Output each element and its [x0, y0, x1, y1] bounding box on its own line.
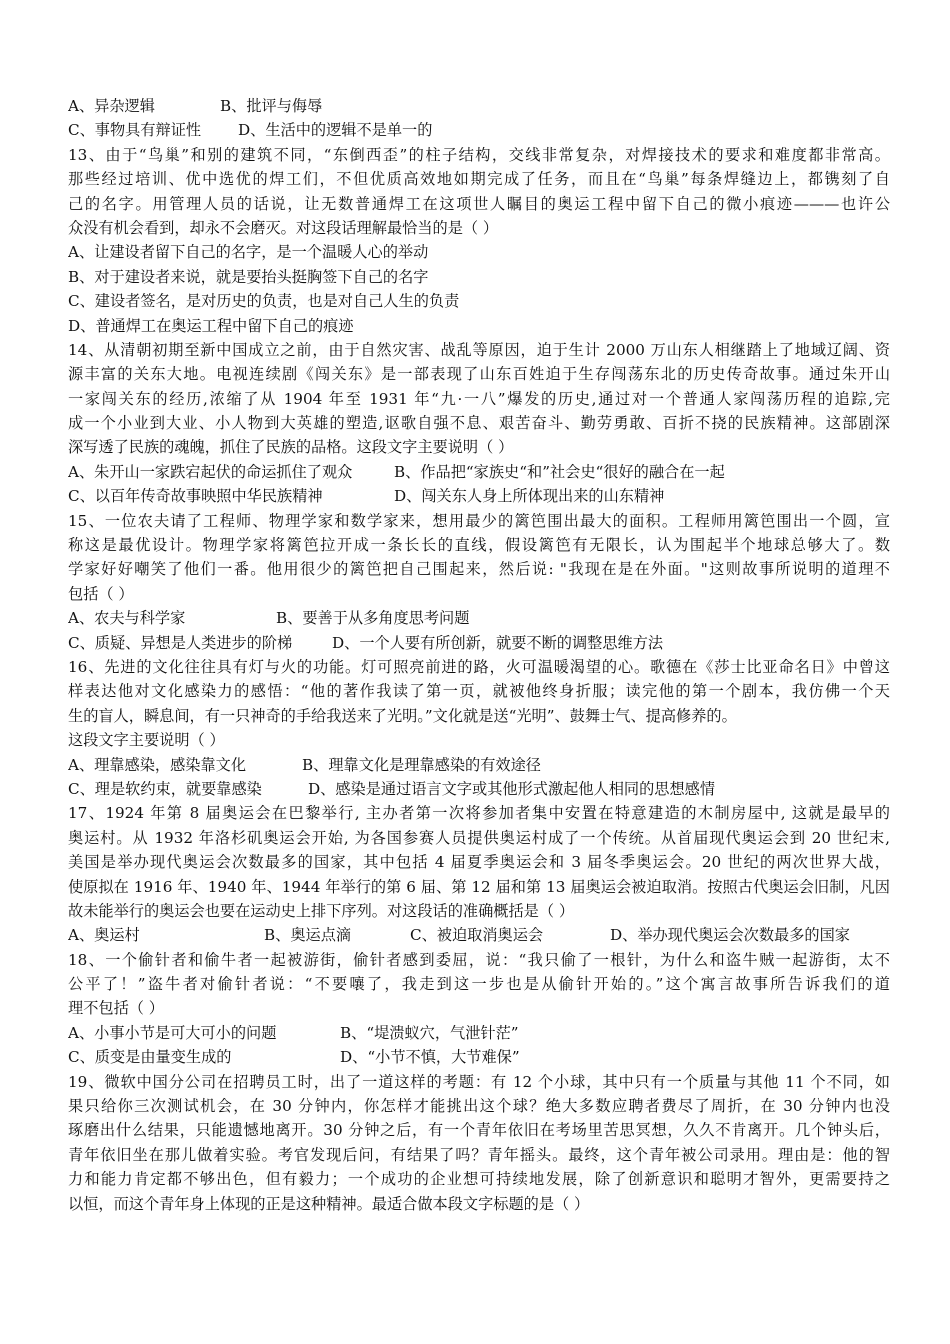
question-text-line: 琢磨出什么结果，只能遗憾地离开。30 分钟之后，有一个青年依旧在考场里苦思冥想，久久不肯离开。几个钟头后， — [68, 1121, 890, 1140]
question-text-line: 包括（ ） — [68, 584, 134, 603]
options-row — [68, 460, 890, 484]
option-b: B、作品把“家族史“和”社会史“很好的融合在一起 — [394, 462, 725, 481]
option-c: C、以百年传奇故事映照中华民族精神 — [68, 487, 323, 506]
option-d: D、举办现代奥运会次数最多的国家 — [610, 926, 850, 945]
question-text-line: 19、微软中国分公司在招聘员工时，出了一道这样的考题：有 12 个小球，其中只有一个质量与其他 11 个不同，如 — [68, 1072, 890, 1091]
question-15 — [68, 509, 890, 655]
question-text-line: 使原拟在 1916 年、1940 年、1944 年举行的第 6 届、第 12 届和第 13 届奥运会被迫取消。按照古代奥运会旧制，凡因 — [68, 877, 890, 896]
options-row — [68, 1021, 890, 1045]
question-19 — [68, 1070, 890, 1216]
question-text-line: 一家闯关东的经历,浓缩了从 1904 年至 1931 年“九·一八”爆发的历史,通过对一个普通人家闯荡历程的追踪,完 — [68, 389, 890, 408]
question-18 — [68, 948, 890, 1070]
question-14 — [68, 338, 890, 509]
option-c: C、质变是由量变生成的 — [68, 1048, 232, 1067]
question-text-line: 这段文字主要说明（ ） — [68, 731, 225, 750]
options-row — [68, 1045, 890, 1069]
question-text-line: 成一个小业到大业、小人物到大英雄的塑造,讴歌自强不息、艰苦奋斗、勤劳勇敢、百折不挠的民族精神。这部剧深 — [68, 414, 890, 433]
document-page — [68, 94, 890, 1216]
question-text-line: 深写透了民族的魂魄，抓住了民族的品格。这段文字主要说明（ ） — [68, 438, 514, 457]
option-c: C、质疑、异想是人类进步的阶梯 — [68, 633, 293, 652]
question-text-line: 以恒，而这个青年身上体现的正是这种精神。最适合做本段文字标题的是（ ） — [68, 1194, 590, 1213]
option-d: D、普通焊工在奥运工程中留下自己的痕迹 — [68, 316, 354, 335]
option-d: D、生活中的逻辑不是单一的 — [238, 121, 433, 140]
option-b: B、“堤溃蚁穴，气泄针茫” — [340, 1023, 519, 1042]
question-text-line: 公平了！”盗牛者对偷针者说：“不要嚷了，我走到这一步也是从偷针开始的。”这个寓言故事所告诉我们的道 — [68, 975, 890, 994]
option-a: A、理靠感染，感染靠文化 — [68, 755, 247, 774]
options-row — [68, 631, 890, 655]
question-text-line: 奥运村。从 1932 年洛杉矶奥运会开始, 为各国参赛人员提供奥运村成了一个传统。从首届现代奥运会到 20 世纪末, — [68, 828, 890, 847]
option-c: C、事物具有辩证性 — [68, 121, 202, 140]
question-text-line: 17、1924 年第 8 届奥运会在巴黎举行, 主办者第一次将参加者集中安置在特意建造的木制房屋中, 这就是最早的 — [68, 804, 890, 823]
option-b: B、理靠文化是理靠感染的有效途径 — [302, 755, 541, 774]
options-row — [68, 606, 890, 630]
option-b: B、批评与侮辱 — [220, 97, 323, 115]
option-c: C、被迫取消奥运会 — [410, 926, 544, 945]
option-a: A、奥运村 — [68, 926, 140, 945]
question-text-line: 果只给你三次测试机会，在 30 分钟内，你怎样才能挑出这个球？绝大多数应聘者费尽了周折，在 30 分钟内也没 — [68, 1097, 890, 1116]
question-text-line: 16、先进的文化往往具有灯与火的功能。灯可照亮前进的路，火可温暖渴望的心。歌德在《莎士比亚命名日》中曾这 — [68, 657, 890, 676]
option-c: C、建设者签名，是对历史的负责，也是对自己人生的负责 — [68, 292, 460, 311]
option-d: D、闯关东人身上所体现出来的山东精神 — [394, 487, 665, 506]
question-16 — [68, 655, 890, 801]
question-text-line: 那些经过培训、优中选优的焊工们，不但优质高效地如期完成了任务，而且在“鸟巢”每条焊缝边上，都镌刻了自 — [68, 170, 890, 189]
question-text-line: 故未能举行的奥运会也要在运动史上排下序列。对这段话的准确概括是（ ） — [68, 901, 575, 920]
question-text-line: 14、从清朝初期至新中国成立之前，由于自然灾害、战乱等原因，迫于生计 2000 万山东人相继踏上了地域辽阔、资 — [68, 340, 890, 359]
options-row — [68, 753, 890, 777]
question-text-line: 力和能力肯定都不够出色，但有毅力；一个成功的企业想可持续地发展，除了创新意识和聪明才智外，更需要持之 — [68, 1170, 890, 1189]
question-17 — [68, 801, 890, 947]
question-text-line: 青年依旧坐在那儿做着实验。考官发现后问，有结果了吗？青年摇头。最终，这个青年被公司录用。理由是：他的智 — [68, 1145, 890, 1164]
question-text-line: 样表达他对文化感染力的感悟：“他的著作我读了第一页，就被他终身折服；读完他的第一个剧本，我仿佛一个天 — [68, 682, 890, 701]
option-d: D、一个人要有所创新，就要不断的调整思维方法 — [332, 633, 664, 652]
option-a: A、异杂逻辑 — [68, 97, 155, 115]
question-text-line: 生的盲人，瞬息间，有一只神奇的手给我送来了光明。”文化就是送“光明”、鼓舞士气、提高修养的。 — [68, 706, 737, 725]
option-d: D、感染是通过语言文字或其他形式激起他人相同的思想感情 — [308, 779, 716, 798]
question-13 — [68, 143, 890, 338]
option-b: B、对于建设者来说，就是要抬头挺胸签下自己的名字 — [68, 267, 429, 286]
option-a: A、小事小节是可大可小的问题 — [68, 1023, 277, 1042]
option-d: D、“小节不慎，大节难保” — [340, 1048, 520, 1067]
options-row — [68, 94, 890, 118]
option-a: A、农夫与科学家 — [68, 609, 186, 628]
question-text-line: 己的名字。用管理人员的话说，让无数普通焊工在这项世人瞩目的奥运工程中留下自己的微小痕迹———也许公 — [68, 194, 890, 213]
option-b: B、要善于从多角度思考问题 — [276, 609, 470, 628]
question-text-line: 称这是最优设计。物理学家将篱笆拉开成一条长长的直线，假设篱笆有无限长，认为围起半个地球总够大了。数 — [68, 536, 890, 555]
question-text-line: 18、一个偷针者和偷牛者一起被游街，偷针者感到委屈，说：“我只偷了一根针，为什么和盗牛贼一起游街，太不 — [68, 950, 890, 969]
option-a: A、朱开山一家跌宕起伏的命运抓住了观众 — [68, 462, 353, 481]
option-c: C、理是软约束，就要靠感染 — [68, 779, 262, 798]
question-text-line: 理不包括（ ） — [68, 999, 164, 1018]
question-text-line: 15、一位农夫请了工程师、物理学家和数学家来，想用最少的篱笆围出最大的面积。工程师用篱笆围出一个圆，宣 — [68, 511, 890, 530]
option-b: B、奥运点滴 — [264, 926, 352, 945]
question-text-line: 源丰富的关东大地。电视连续剧《闯关东》是一部表现了山东百姓迫于生存闯荡东北的历史传奇故事。通过朱开山 — [68, 365, 890, 384]
question-text-line: 美国是举办现代奥运会次数最多的国家，其中包括 4 届夏季奥运会和 3 届冬季奥运会。20 世纪的两次世界大战， — [68, 853, 890, 872]
options-row — [68, 118, 890, 142]
option-a: A、让建设者留下自己的名字，是一个温暖人心的举动 — [68, 243, 429, 262]
options-row — [68, 923, 890, 947]
question-text-line: 众没有机会看到，却永不会磨灭。对这段话理解最恰当的是（ ） — [68, 218, 499, 237]
options-row — [68, 484, 890, 508]
question-text-line: 学家好好嘲笑了他们一番。他用很少的篱笆把自己围起来，然后说: "我现在是在外面。"这则故事所说明的道理不 — [68, 560, 890, 579]
options-row — [68, 777, 890, 801]
question-text-line: 13、由于“鸟巢”和别的建筑不同，“东倒西歪”的柱子结构，交线非常复杂，对焊接技术的要求和难度都非常高。 — [68, 145, 890, 164]
